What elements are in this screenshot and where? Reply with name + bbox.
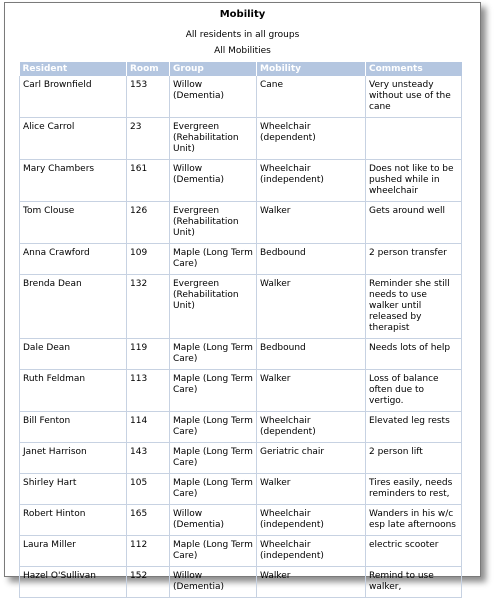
cell-mobility: Geriatric chair	[257, 443, 366, 474]
cell-group: Maple (Long Term Care)	[170, 339, 257, 370]
table-row	[20, 118, 462, 160]
cell-comments: Loss of balance often due to vertigo.	[366, 370, 462, 412]
report-page	[4, 2, 481, 592]
cell-group: Maple (Long Term Care)	[170, 370, 257, 412]
cell-mobility: Walker	[257, 474, 366, 505]
cell-room: 143	[127, 443, 170, 474]
table-row	[20, 536, 462, 567]
table-body	[20, 76, 462, 598]
cell-comments: electric scooter	[366, 536, 462, 567]
cell-comments: Elevated leg rests	[366, 412, 462, 443]
cell-room: 119	[127, 339, 170, 370]
cell-mobility: Wheelchair (independent)	[257, 505, 366, 536]
cell-comments: Tires easily, needs reminders to rest,	[366, 474, 462, 505]
cell-group: Evergreen (Rehabilitation Unit)	[170, 202, 257, 244]
cell-resident: Tom Clouse	[20, 202, 127, 244]
table-row	[20, 443, 462, 474]
cell-group: Willow (Dementia)	[170, 567, 257, 598]
cell-comments: Very unsteady without use of the cane	[366, 76, 462, 118]
cell-room: 23	[127, 118, 170, 160]
cell-group: Maple (Long Term Care)	[170, 474, 257, 505]
cell-resident: Ruth Feldman	[20, 370, 127, 412]
cell-comments: Needs lots of help	[366, 339, 462, 370]
cell-comments: Reminder she still needs to use walker until released by therapist	[366, 275, 462, 339]
cell-resident: Carl Brownfield	[20, 76, 127, 118]
table-row	[20, 474, 462, 505]
cell-resident: Alice Carrol	[20, 118, 127, 160]
column-header-group: Group	[170, 62, 257, 76]
cell-mobility: Wheelchair (dependent)	[257, 118, 366, 160]
cell-group: Evergreen (Rehabilitation Unit)	[170, 118, 257, 160]
table-header-row	[20, 62, 462, 76]
cell-resident: Hazel O'Sullivan	[20, 567, 127, 598]
cell-room: 126	[127, 202, 170, 244]
cell-comments: Wanders in his w/c esp late afternoons	[366, 505, 462, 536]
cell-comments: Remind to use walker,	[366, 567, 462, 598]
cell-resident: Mary Chambers	[20, 160, 127, 202]
cell-room: 114	[127, 412, 170, 443]
cell-mobility: Wheelchair (independent)	[257, 160, 366, 202]
cell-comments	[366, 118, 462, 160]
cell-group: Maple (Long Term Care)	[170, 443, 257, 474]
column-header-room: Room	[127, 62, 170, 76]
cell-room: 132	[127, 275, 170, 339]
table-row	[20, 339, 462, 370]
cell-resident: Janet Harrison	[20, 443, 127, 474]
cell-room: 105	[127, 474, 170, 505]
cell-mobility: Walker	[257, 202, 366, 244]
column-header-comments: Comments	[366, 62, 462, 76]
column-header-mobility: Mobility	[257, 62, 366, 76]
cell-group: Maple (Long Term Care)	[170, 412, 257, 443]
cell-group: Evergreen (Rehabilitation Unit)	[170, 275, 257, 339]
cell-resident: Brenda Dean	[20, 275, 127, 339]
table-row	[20, 202, 462, 244]
cell-mobility: Wheelchair (dependent)	[257, 412, 366, 443]
cell-resident: Shirley Hart	[20, 474, 127, 505]
cell-room: 152	[127, 567, 170, 598]
cell-mobility: Wheelchair (independent)	[257, 536, 366, 567]
cell-mobility: Walker	[257, 275, 366, 339]
cell-group: Willow (Dementia)	[170, 505, 257, 536]
table-row	[20, 567, 462, 598]
cell-resident: Bill Fenton	[20, 412, 127, 443]
cell-mobility: Walker	[257, 567, 366, 598]
cell-group: Willow (Dementia)	[170, 160, 257, 202]
cell-group: Willow (Dementia)	[170, 76, 257, 118]
mobility-table	[19, 62, 462, 598]
report-title: Mobility	[219, 9, 266, 20]
cell-group: Maple (Long Term Care)	[170, 244, 257, 275]
report-filter: All Mobilities	[214, 46, 271, 56]
cell-mobility: Bedbound	[257, 339, 366, 370]
cell-mobility: Bedbound	[257, 244, 366, 275]
table-row	[20, 370, 462, 412]
cell-resident: Laura Miller	[20, 536, 127, 567]
cell-comments: Gets around well	[366, 202, 462, 244]
cell-room: 161	[127, 160, 170, 202]
table-row	[20, 160, 462, 202]
cell-room: 165	[127, 505, 170, 536]
cell-comments: Does not like to be pushed while in wheelchair	[366, 160, 462, 202]
table-row	[20, 244, 462, 275]
cell-room: 113	[127, 370, 170, 412]
cell-resident: Dale Dean	[20, 339, 127, 370]
cell-room: 109	[127, 244, 170, 275]
table-row	[20, 505, 462, 536]
cell-mobility: Walker	[257, 370, 366, 412]
cell-comments: 2 person lift	[366, 443, 462, 474]
table-row	[20, 76, 462, 118]
cell-comments: 2 person transfer	[366, 244, 462, 275]
cell-group: Maple (Long Term Care)	[170, 536, 257, 567]
cell-room: 112	[127, 536, 170, 567]
table-row	[20, 412, 462, 443]
report-subtitle: All residents in all groups	[185, 30, 300, 40]
cell-mobility: Cane	[257, 76, 366, 118]
cell-room: 153	[127, 76, 170, 118]
column-header-resident: Resident	[20, 62, 127, 76]
cell-resident: Anna Crawford	[20, 244, 127, 275]
table-row	[20, 275, 462, 339]
cell-resident: Robert Hinton	[20, 505, 127, 536]
